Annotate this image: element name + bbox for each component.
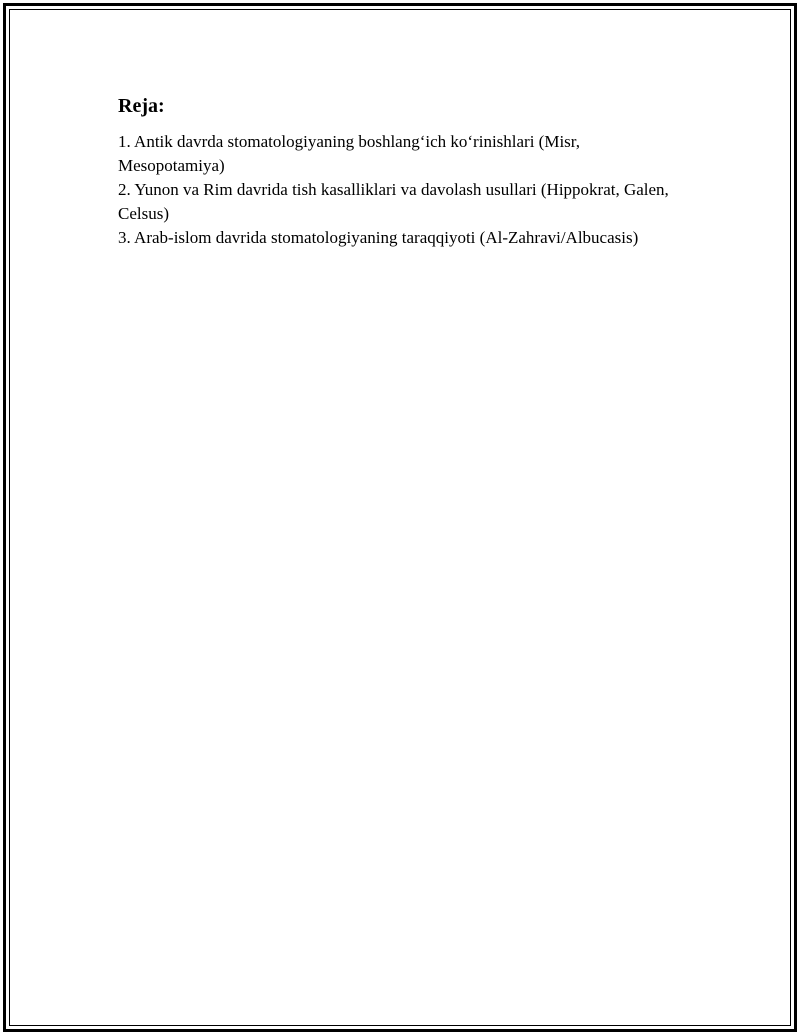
plan-list	[118, 130, 688, 250]
plan-item-1: 1. Antik davrda stomatologiyaning boshlang‘ich ko‘rinishlari (Misr, Mesopotamiya)	[118, 132, 581, 175]
plan-section	[118, 92, 688, 250]
plan-item-2: 2. Yunon va Rim davrida tish kasalliklari va davolash usullari (Hippokrat, Galen, Celsus)	[118, 180, 669, 223]
plan-item-3: 3. Arab-islom davrida stomatologiyaning taraqqiyoti (Al-Zahravi/Albucasis)	[118, 228, 639, 247]
plan-heading: Reja:	[118, 95, 165, 117]
